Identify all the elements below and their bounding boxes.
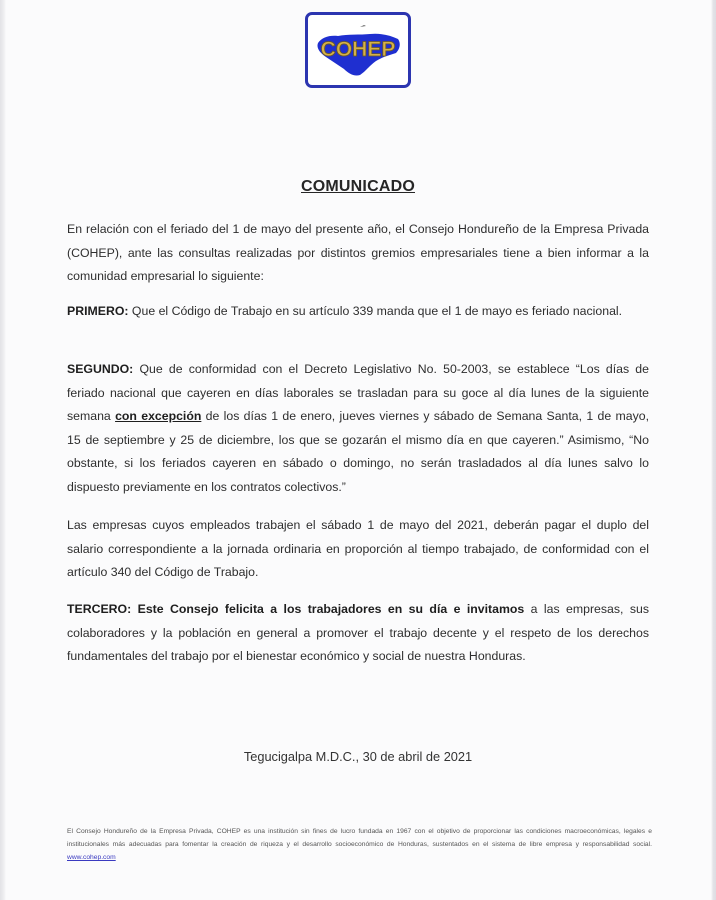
empresas-paragraph: Las empresas cuyos empleados trabajen el sábado 1 de mayo del 2021, deberán pagar el duplo del salario correspondiente a la jornada ordinaria en proporción al tiempo trabajado, de conformidad con el artículo 340 del Código de Trabajo. [67, 518, 649, 579]
primero-label: PRIMERO: [67, 304, 129, 318]
segundo-label: SEGUNDO: [67, 362, 134, 376]
footer-note [67, 825, 652, 864]
dateline: Tegucigalpa M.D.C., 30 de abril de 2021 [243, 749, 473, 764]
segundo-text-before: Que de conformidad con el Decreto Legislativo No. 50-2003, se establece “Los días de feriado nacional que cayeren en días laborales se trasladan para su goce al día lunes de la siguiente semana [67, 362, 649, 423]
footer-text: El Consejo Hondureño de la Empresa Privada, COHEP es una institución sin fines de lucro fundada en 1967 con el objetivo de proporcionar las condiciones macroeconómicas, legales e institucionales más adecuadas para fomentar la creación de riqueza y el desarrollo socioeconómico de Honduras, sustentados en el sistema de libre empresa y responsabilidad social. [67, 828, 652, 848]
cohep-wordmark [308, 15, 408, 85]
segundo-emphasis: con excepción [115, 409, 202, 423]
segundo-text-after: de los días 1 de enero, jueves viernes y sábado de Semana Santa, 1 de mayo, 15 de septiembre y 25 de diciembre, los que se gozarán el mismo día en que cayeren.” Asimismo, “No obstante, si los feriados cayeren en sábado o domingo, no serán trasladados al día lunes salvo lo dispuesto previamente en los contratos colectivos.” [67, 409, 649, 494]
page-title: COMUNICADO [301, 178, 415, 195]
intro-paragraph: En relación con el feriado del 1 de mayo del presente año, el Consejo Hondureño de la Empresa Privada (COHEP), ante las consultas realizadas por distintos gremios empresariales tiene a bien informar a la comunidad empresarial lo siguiente: [67, 222, 649, 283]
website-link[interactable]: www.cohep.com [67, 854, 116, 861]
primero-text: Que el Código de Trabajo en su artículo 339 manda que el 1 de mayo es feriado nacional. [128, 304, 623, 318]
svg-text:COHEP: COHEP [320, 38, 396, 61]
cohep-logo [305, 12, 411, 88]
tercero-bold-text: Este Consejo felicita a los trabajadores en su día e invitamos [131, 602, 525, 616]
primero-paragraph [67, 300, 649, 324]
segundo-paragraph [67, 358, 649, 499]
tercero-text: a las empresas, sus colaboradores y la población en general a promover el trabajo decente y el respeto de los derechos fundamentales del trabajo por el bienestar económico y social de nuestra Honduras. [67, 602, 649, 663]
tercero-paragraph [67, 598, 649, 669]
tercero-label: TERCERO: [67, 602, 132, 616]
